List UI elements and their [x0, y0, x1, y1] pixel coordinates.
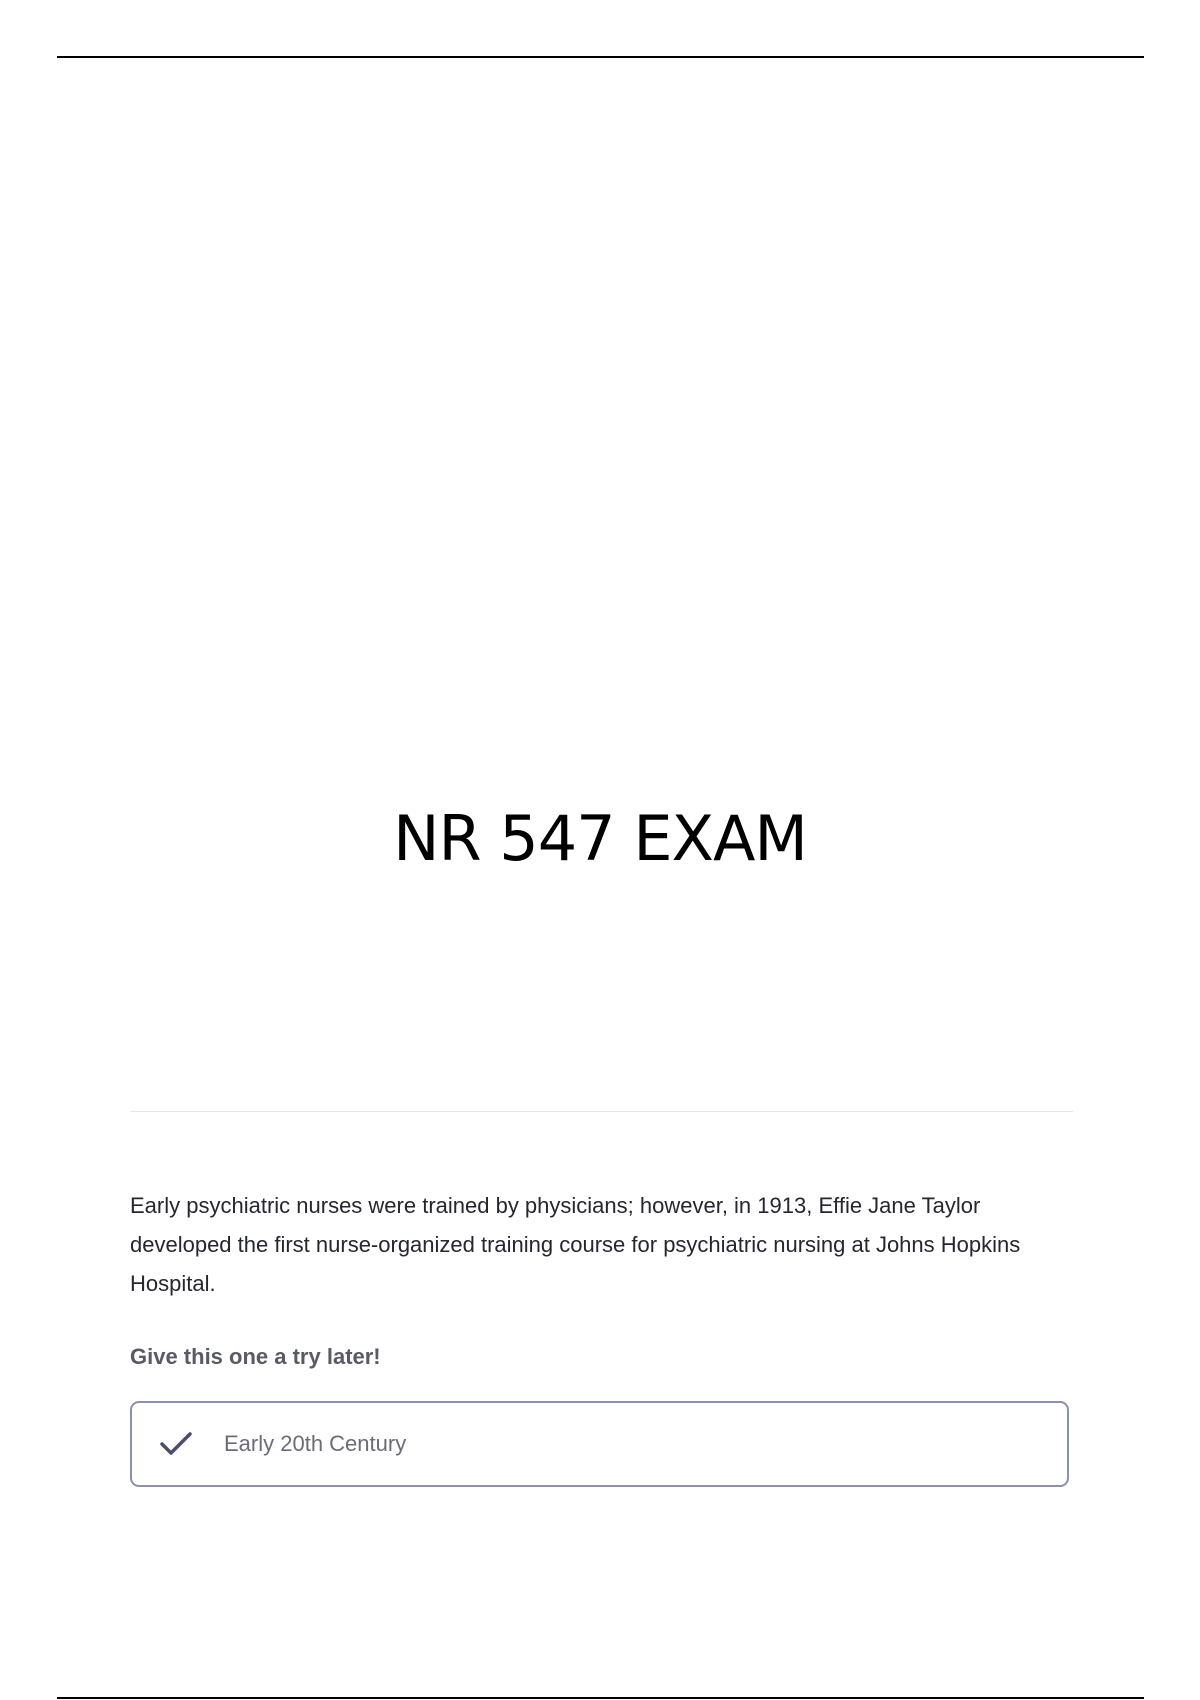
- hint-text: Give this one a try later!: [130, 1344, 381, 1369]
- question-text: Early psychiatric nurses were trained by physicians; however, in 1913, Effie Jane Taylor developed the first nurse-organized training course for psychiatric nursing at Johns Hopkins Hospital.: [130, 1193, 1021, 1296]
- bottom-rule: [57, 1697, 1144, 1699]
- answer-label: Early 20th Century: [224, 1431, 407, 1456]
- answer-option[interactable]: [130, 1401, 1069, 1487]
- section-divider: [130, 1111, 1073, 1112]
- top-rule: [57, 56, 1144, 58]
- check-icon: [158, 1426, 194, 1462]
- page-title: NR 547 EXAM: [393, 802, 807, 875]
